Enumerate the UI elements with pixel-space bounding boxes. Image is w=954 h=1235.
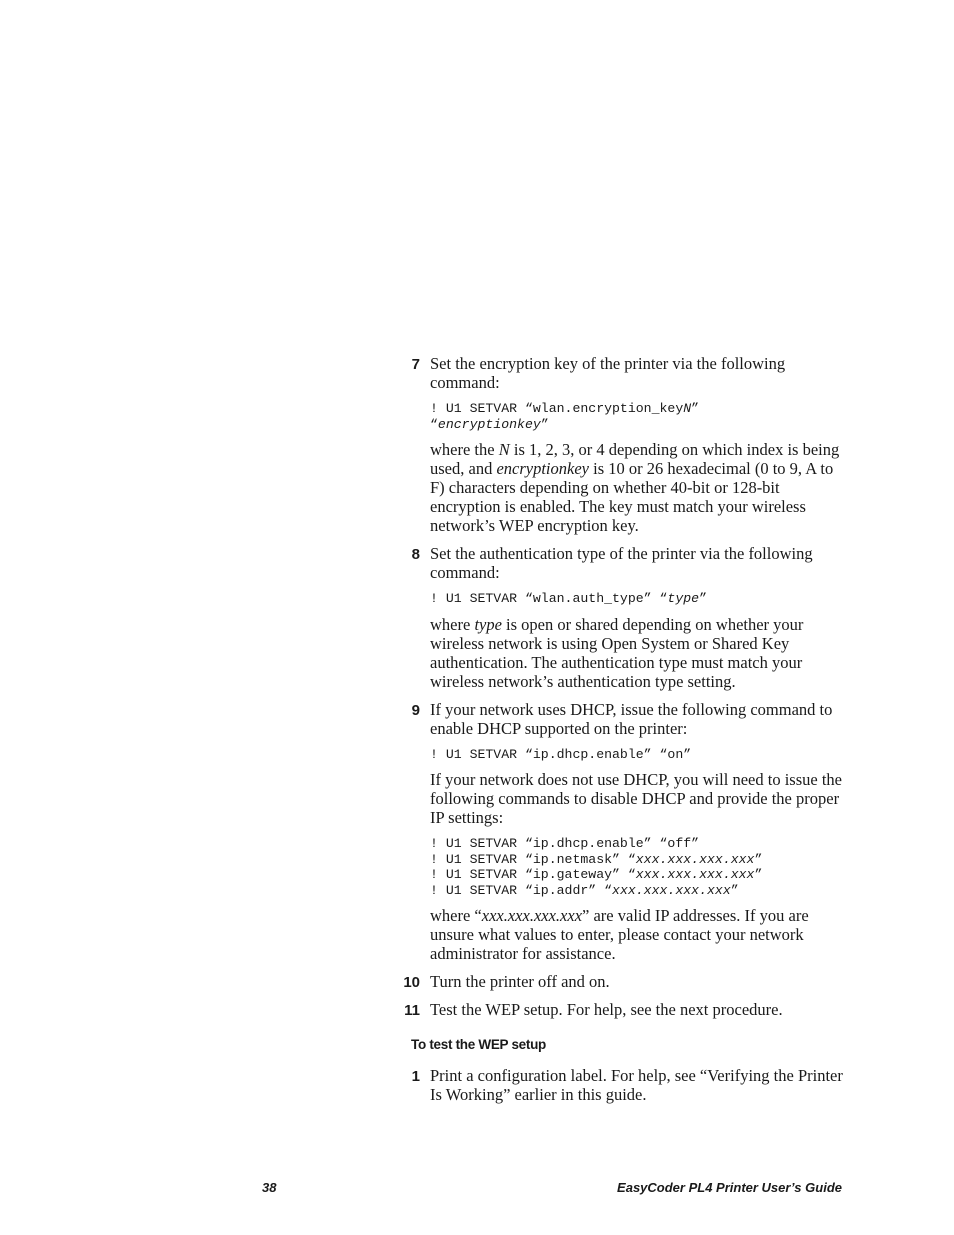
code-block: ! U1 SETVAR “ip.dhcp.enable” “on” bbox=[430, 746, 692, 762]
code-block bbox=[430, 401, 848, 432]
text-span: where bbox=[430, 614, 475, 634]
step-8 bbox=[398, 544, 848, 691]
step-number: 7 bbox=[411, 356, 420, 373]
italic-term: type bbox=[474, 614, 502, 634]
text-span: is 1, 2, 3, or 4 depending on which index is being used, and bbox=[430, 440, 840, 478]
step-10 bbox=[398, 972, 848, 991]
code-text: ! U1 SETVAR “wlan.encryption_key bbox=[430, 401, 684, 416]
explanation-text bbox=[430, 615, 848, 691]
code-variable: xxx.xxx.xxx.xxx bbox=[635, 851, 755, 867]
code-text: “ bbox=[430, 416, 438, 432]
code-text: ! U1 SETVAR “ip.addr” “ bbox=[430, 882, 613, 898]
text-span: where the bbox=[430, 440, 499, 459]
italic-term: N bbox=[498, 440, 510, 459]
step-number: 1 bbox=[411, 1068, 420, 1085]
page-content bbox=[398, 354, 848, 1113]
code-variable: xxx.xxx.xxx.xxx bbox=[612, 882, 731, 898]
procedure-step-1 bbox=[398, 1066, 848, 1104]
page-footer bbox=[0, 1180, 954, 1200]
step-number: 11 bbox=[404, 1002, 420, 1019]
procedure-heading: To test the WEP setup bbox=[411, 1037, 546, 1052]
step-text: Test the WEP setup. For help, see the next procedure. bbox=[430, 1000, 783, 1019]
code-text: ! U1 SETVAR “ip.dhcp.enable” “off” bbox=[430, 836, 700, 851]
code-text: ! U1 SETVAR “ip.netmask” “ bbox=[430, 851, 636, 867]
code-text: ” bbox=[730, 882, 739, 898]
code-variable: N bbox=[683, 401, 692, 416]
code-text: ” bbox=[699, 591, 707, 606]
code-text: ! U1 SETVAR “ip.gateway” “ bbox=[430, 867, 636, 882]
text-span: where “ bbox=[430, 906, 482, 925]
step-text: If your network uses DHCP, issue the following command to enable DHCP supported on the printer: bbox=[430, 699, 833, 738]
code-variable: type bbox=[667, 591, 700, 606]
explanation-text bbox=[430, 906, 848, 963]
code-variable: encryptionkey bbox=[437, 416, 541, 432]
step-number: 10 bbox=[403, 974, 420, 991]
step-text: Set the encryption key of the printer via the following command: bbox=[430, 354, 786, 392]
italic-term: xxx.xxx.xxx.xxx bbox=[481, 906, 583, 925]
step-number: 8 bbox=[411, 546, 420, 563]
code-block bbox=[430, 591, 848, 607]
step-text-secondary: If your network does not use DHCP, you will need to issue the following commands to disable DHCP and provide the proper IP settings: bbox=[430, 770, 842, 827]
text-span: is open or shared depending on whether your wireless network is using Open System or Shared Key authentication. The authentication type must match your wireless network’s authentication type setting. bbox=[430, 614, 804, 691]
code-block bbox=[430, 836, 848, 898]
text-span: ” are valid IP addresses. If you are unsure what values to enter, please contact your network administrator for assistance. bbox=[430, 906, 809, 963]
code-text: ” bbox=[691, 401, 700, 416]
step-text: Turn the printer off and on. bbox=[430, 972, 610, 991]
code-text: ” bbox=[754, 851, 763, 867]
italic-term: encryptionkey bbox=[496, 459, 589, 478]
explanation-text bbox=[430, 440, 848, 535]
code-text: ” bbox=[540, 416, 549, 432]
guide-title: EasyCoder PL4 Printer User’s Guide bbox=[617, 1180, 842, 1195]
code-text: ” bbox=[754, 867, 763, 882]
step-7 bbox=[398, 354, 848, 535]
page-number: 38 bbox=[262, 1180, 277, 1195]
code-text: ! U1 SETVAR “wlan.auth_type” “ bbox=[430, 591, 668, 606]
step-text: Print a configuration label. For help, see “Verifying the Printer Is Working” earlier in this guide. bbox=[430, 1066, 843, 1104]
step-text: Set the authentication type of the printer via the following command: bbox=[430, 544, 813, 582]
step-9 bbox=[398, 700, 848, 964]
step-number: 9 bbox=[411, 701, 420, 719]
text-span: is 10 or 26 hexadecimal (0 to 9, A to F) characters depending on whether 40-bit or 128-bit encryption is enabled. The key must match your wireless network’s WEP encryption key. bbox=[430, 459, 834, 535]
code-variable: xxx.xxx.xxx.xxx bbox=[635, 867, 755, 882]
step-11 bbox=[398, 1000, 848, 1019]
